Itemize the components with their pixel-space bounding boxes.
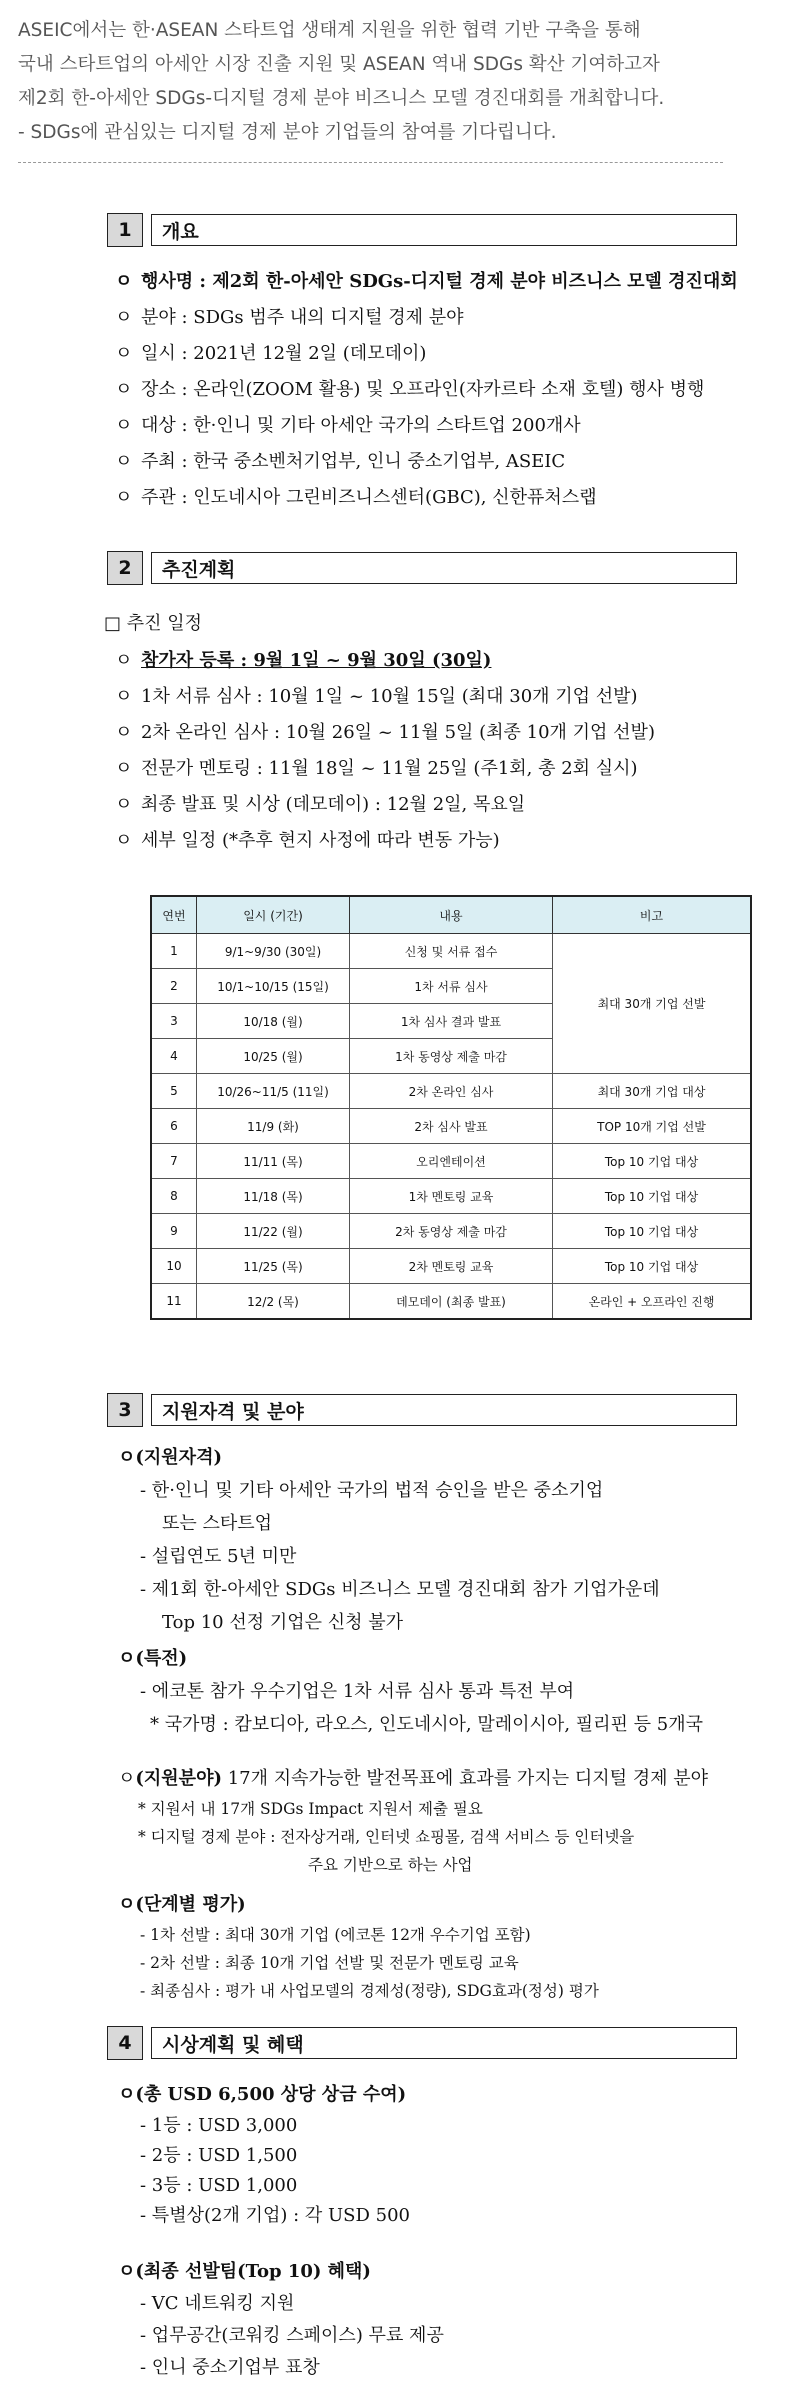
table-cell: 10/1~10/15 (15일) bbox=[197, 969, 350, 1004]
subheading: ㅇ(지원자격) bbox=[118, 1447, 222, 1468]
section-header-eligibility bbox=[107, 1393, 737, 1427]
column-header: 연번 bbox=[151, 896, 197, 934]
table-cell: Top 10 기업 대상 bbox=[553, 1249, 752, 1284]
list-item: - VC 네트워킹 지원 bbox=[140, 2293, 295, 2314]
table-cell: 2차 멘토링 교육 bbox=[350, 1249, 553, 1284]
table-cell: 12/2 (목) bbox=[197, 1284, 350, 1320]
section-number: 1 bbox=[107, 213, 143, 247]
table-cell: 2차 온라인 심사 bbox=[350, 1074, 553, 1109]
intro-line: 제2회 한-아세안 SDGs-디지털 경제 분야 비즈니스 모델 경진대회를 개최합니다. bbox=[18, 88, 665, 109]
benefit-block bbox=[118, 2255, 798, 2384]
list-item: ㅇ 전문가 멘토링 : 11월 18일 ~ 11월 25일 (주1회, 총 2회 실시) bbox=[115, 758, 638, 779]
intro-line: 국내 스타트업의 아세안 시장 진출 지원 및 ASEAN 역내 SDGs 확산 기여하고자 bbox=[18, 54, 660, 75]
section-title: 시상계획 및 혜택 bbox=[151, 2027, 737, 2059]
intro-text bbox=[18, 14, 788, 150]
section-header-plan bbox=[107, 551, 737, 585]
schedule-heading: □ 추진 일정 bbox=[104, 613, 203, 634]
subheading: ㅇ(지원분야) 17개 지속가능한 발전목표에 효과를 가지는 디지털 경제 분야 bbox=[118, 1768, 708, 1789]
table-cell: 3 bbox=[151, 1004, 197, 1039]
table-cell: 11/9 (화) bbox=[197, 1109, 350, 1144]
table-cell: 9 bbox=[151, 1214, 197, 1249]
overview-list bbox=[115, 264, 795, 516]
list-item: ㅇ 일시 : 2021년 12월 2일 (데모데이) bbox=[115, 343, 427, 364]
list-item: ㅇ 참가자 등록 : 9월 1일 ~ 9월 30일 (30일) bbox=[115, 650, 492, 671]
table-cell: 11/18 (목) bbox=[197, 1179, 350, 1214]
table-cell: 6 bbox=[151, 1109, 197, 1144]
list-item: 또는 스타트업 bbox=[162, 1513, 273, 1534]
evaluation-block bbox=[118, 1888, 798, 2005]
section-number: 3 bbox=[107, 1393, 143, 1427]
table-cell: 11/11 (목) bbox=[197, 1144, 350, 1179]
table-cell: 최대 30개 기업 대상 bbox=[553, 1074, 752, 1109]
table-cell: 9/1~9/30 (30일) bbox=[197, 934, 350, 969]
intro-line: ASEIC에서는 한·ASEAN 스타트업 생태계 지원을 위한 협력 기반 구축을 통해 bbox=[18, 20, 641, 41]
table-cell: 7 bbox=[151, 1144, 197, 1179]
section-number: 4 bbox=[107, 2026, 143, 2060]
column-header: 비고 bbox=[553, 896, 752, 934]
table-cell: 10/26~11/5 (11일) bbox=[197, 1074, 350, 1109]
list-item: ㅇ 행사명 : 제2회 한-아세안 SDGs-디지털 경제 분야 비즈니스 모델 경진대회 bbox=[115, 271, 738, 292]
subheading: ㅇ(특전) bbox=[118, 1648, 188, 1669]
list-item: - 1등 : USD 3,000 bbox=[140, 2115, 298, 2136]
section-number: 2 bbox=[107, 551, 143, 585]
schedule-list bbox=[115, 643, 795, 859]
list-item: - 2차 선발 : 최종 10개 기업 선발 및 전문가 멘토링 교육 bbox=[140, 1954, 519, 1972]
table-cell: 1차 동영상 제출 마감 bbox=[350, 1039, 553, 1074]
list-item: - 한·인니 및 기타 아세안 국가의 법적 승인을 받은 중소기업 bbox=[140, 1480, 604, 1501]
table-cell: 4 bbox=[151, 1039, 197, 1074]
table-cell: 오리엔테이션 bbox=[350, 1144, 553, 1179]
table-cell: TOP 10개 기업 선발 bbox=[553, 1109, 752, 1144]
list-item: ㅇ 대상 : 한·인니 및 기타 아세안 국가의 스타트업 200개사 bbox=[115, 415, 581, 436]
list-item: * 지원서 내 17개 SDGs Impact 지원서 제출 필요 bbox=[138, 1800, 483, 1818]
list-item: - 업무공간(코워킹 스페이스) 무료 제공 bbox=[140, 2325, 444, 2346]
table-cell: 1차 서류 심사 bbox=[350, 969, 553, 1004]
table-cell: 최대 30개 기업 선발 bbox=[553, 934, 752, 1074]
schedule-table bbox=[150, 895, 752, 1320]
list-item: - 1차 선발 : 최대 30개 기업 (에코톤 12개 우수기업 포함) bbox=[140, 1926, 531, 1944]
table-row bbox=[151, 1179, 751, 1214]
subheading: ㅇ(최종 선발팀(Top 10) 혜택) bbox=[118, 2261, 371, 2282]
list-item: - 에코톤 참가 우수기업은 1차 서류 심사 통과 특전 부여 bbox=[140, 1681, 575, 1702]
table-cell: 11 bbox=[151, 1284, 197, 1320]
list-item: - 특별상(2개 기업) : 각 USD 500 bbox=[140, 2205, 410, 2226]
list-item: * 국가명 : 캄보디아, 라오스, 인도네시아, 말레이시아, 필리핀 등 5개국 bbox=[150, 1714, 703, 1735]
table-cell: 10/25 (월) bbox=[197, 1039, 350, 1074]
table-cell: 2 bbox=[151, 969, 197, 1004]
list-item: ㅇ 최종 발표 및 시상 (데모데이) : 12월 2일, 목요일 bbox=[115, 794, 526, 815]
table-cell: 2차 심사 발표 bbox=[350, 1109, 553, 1144]
table-row bbox=[151, 1144, 751, 1179]
section-header-overview bbox=[107, 213, 737, 247]
list-item: ㅇ 주관 : 인도네시아 그린비즈니스센터(GBC), 신한퓨처스랩 bbox=[115, 487, 597, 508]
table-cell: 10/18 (월) bbox=[197, 1004, 350, 1039]
table-cell: 1차 멘토링 교육 bbox=[350, 1179, 553, 1214]
perk-block bbox=[118, 1642, 798, 1741]
list-item: ㅇ 1차 서류 심사 : 10월 1일 ~ 10월 15일 (최대 30개 기업 선발) bbox=[115, 686, 638, 707]
table-cell: 8 bbox=[151, 1179, 197, 1214]
divider bbox=[18, 162, 723, 163]
table-row bbox=[151, 1284, 751, 1320]
intro-line: - SDGs에 관심있는 디지털 경제 분야 기업들의 참여를 기다립니다. bbox=[18, 122, 557, 143]
table-row bbox=[151, 934, 751, 969]
list-item: ㅇ 분야 : SDGs 범주 내의 디지털 경제 분야 bbox=[115, 307, 464, 328]
list-item: ㅇ 2차 온라인 심사 : 10월 26일 ~ 11월 5일 (최종 10개 기업 선발) bbox=[115, 722, 655, 743]
table-cell: 11/25 (목) bbox=[197, 1249, 350, 1284]
list-item: ㅇ 주최 : 한국 중소벤처기업부, 인니 중소기업부, ASEIC bbox=[115, 451, 566, 472]
column-header: 일시 (기간) bbox=[197, 896, 350, 934]
list-item: ㅇ 세부 일정 (*추후 현지 사정에 따라 변동 가능) bbox=[115, 830, 500, 851]
list-item: * 디지털 경제 분야 : 전자상거래, 인터넷 쇼핑몰, 검색 서비스 등 인터넷을 bbox=[138, 1828, 635, 1846]
list-item: - 설립연도 5년 미만 bbox=[140, 1546, 297, 1567]
section-header-awards bbox=[107, 2026, 737, 2060]
list-item: - 3등 : USD 1,000 bbox=[140, 2175, 298, 2196]
subheading: ㅇ(단계별 평가) bbox=[118, 1894, 246, 1915]
table-cell: 5 bbox=[151, 1074, 197, 1109]
field-block bbox=[118, 1762, 798, 1879]
section-title: 추진계획 bbox=[151, 552, 737, 584]
column-header: 내용 bbox=[350, 896, 553, 934]
table-cell: Top 10 기업 대상 bbox=[553, 1179, 752, 1214]
prize-block bbox=[118, 2078, 798, 2231]
subheading: ㅇ(총 USD 6,500 상당 상금 수여) bbox=[118, 2084, 407, 2105]
list-item: ㅇ 장소 : 온라인(ZOOM 활용) 및 오프라인(자카르타 소재 호텔) 행사 병행 bbox=[115, 379, 705, 400]
table-cell: 1차 심사 결과 발표 bbox=[350, 1004, 553, 1039]
eligibility-block bbox=[118, 1441, 798, 1639]
table-cell: Top 10 기업 대상 bbox=[553, 1144, 752, 1179]
table-header-row bbox=[151, 896, 751, 934]
list-item: - 2등 : USD 1,500 bbox=[140, 2145, 298, 2166]
list-item: - 최종심사 : 평가 내 사업모델의 경제성(정량), SDG효과(정성) 평가 bbox=[140, 1982, 599, 2000]
table-cell: 신청 및 서류 접수 bbox=[350, 934, 553, 969]
table-cell: 2차 동영상 제출 마감 bbox=[350, 1214, 553, 1249]
table-cell: 1 bbox=[151, 934, 197, 969]
table-cell: 10 bbox=[151, 1249, 197, 1284]
table-cell: 온라인 + 오프라인 진행 bbox=[553, 1284, 752, 1320]
list-item: Top 10 선정 기업은 신청 불가 bbox=[162, 1612, 403, 1633]
table-cell: 데모데이 (최종 발표) bbox=[350, 1284, 553, 1320]
table-row bbox=[151, 1249, 751, 1284]
table-row bbox=[151, 1109, 751, 1144]
section-title: 지원자격 및 분야 bbox=[151, 1394, 737, 1426]
table-row bbox=[151, 1074, 751, 1109]
list-item: - 제1회 한-아세안 SDGs 비즈니스 모델 경진대회 참가 기업가운데 bbox=[140, 1579, 660, 1600]
section-title: 개요 bbox=[151, 214, 737, 246]
table-cell: Top 10 기업 대상 bbox=[553, 1214, 752, 1249]
list-item: - 인니 중소기업부 표창 bbox=[140, 2357, 320, 2378]
table-cell: 11/22 (월) bbox=[197, 1214, 350, 1249]
table-row bbox=[151, 1214, 751, 1249]
list-item: 주요 기반으로 하는 사업 bbox=[308, 1856, 473, 1874]
